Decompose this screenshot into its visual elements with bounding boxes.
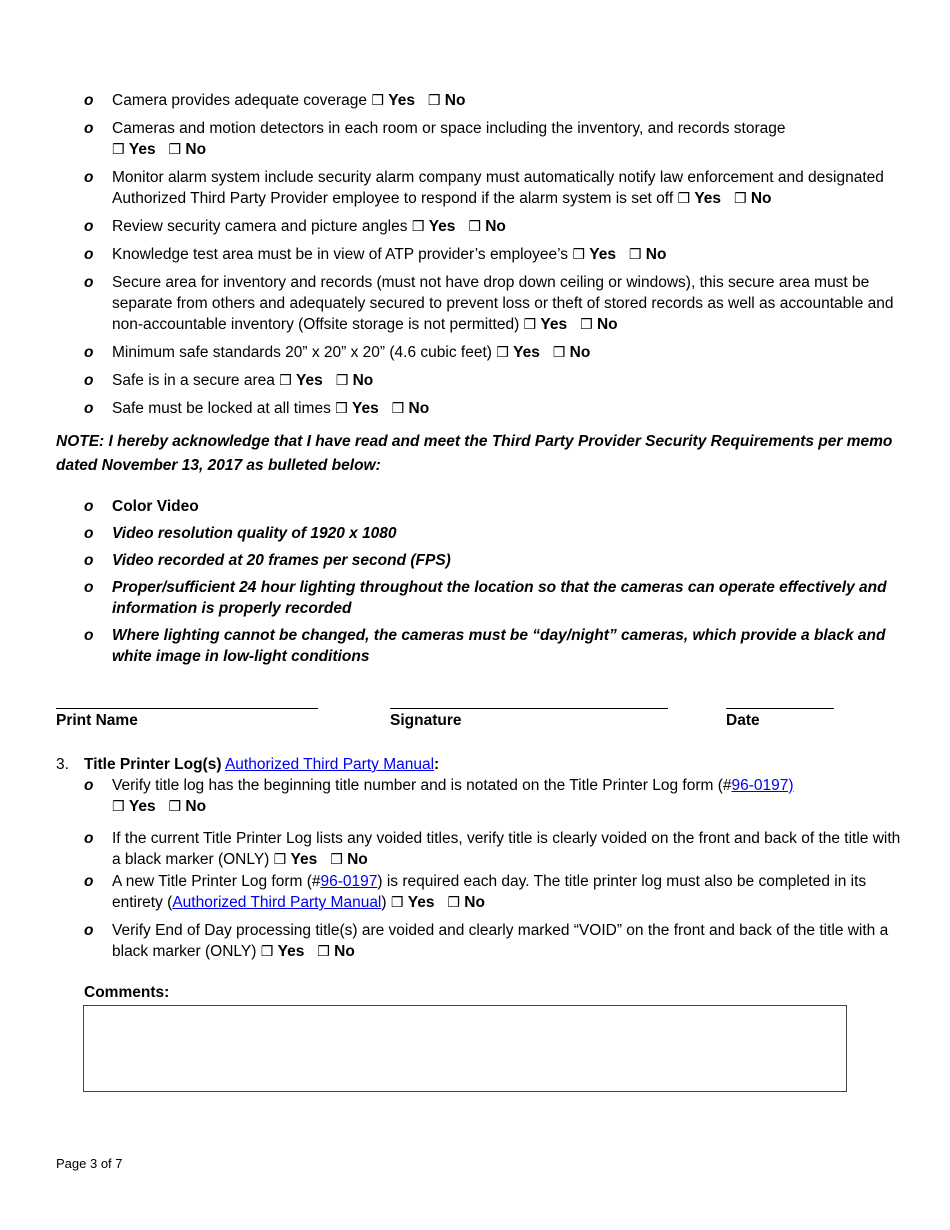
bullet: o <box>84 579 94 596</box>
list-item: o Proper/sufficient 24 hour lighting throughout the location so that the cameras can operate effectively and information is properly recorded <box>84 579 887 617</box>
bullet: o <box>84 344 94 361</box>
checkbox-yes[interactable]: ❒ <box>677 191 691 207</box>
bullet: o <box>84 274 94 291</box>
list-item: o Secure area for inventory and records (must not have drop down ceiling or windows), this secure area must be separate from others and adequately secured to prevent loss or theft of stored records as well as accountable and non-accountable inventory (Offsite storage is not permitted) ❒ Yes ❒ No <box>84 274 894 333</box>
checkbox-no[interactable]: ❒ <box>628 247 642 263</box>
list-item: o Camera provides adequate coverage ❒ Yes ❒ No <box>84 92 466 109</box>
checkbox-no[interactable]: ❒ <box>330 852 343 868</box>
checkbox-no[interactable]: ❒ <box>317 944 330 960</box>
list-item: o Verify End of Day processing title(s) are voided and clearly marked “VOID” on the front and back of the title with a black marker (ONLY) ❒ Yes ❒ No <box>84 922 889 960</box>
bullet: o <box>84 552 94 569</box>
form-link[interactable]: 96-0197 <box>320 873 378 890</box>
list-item: o Video resolution quality of 1920 x 1080 <box>84 525 397 542</box>
bullet: o <box>84 400 94 417</box>
checkbox-yes[interactable]: ❒ <box>523 317 537 333</box>
security-checklist <box>84 90 904 426</box>
bullet: o <box>84 246 94 263</box>
checkbox-no[interactable]: ❒ <box>733 191 747 207</box>
checkbox-yes[interactable]: ❒ <box>572 247 585 263</box>
section-number: 3. <box>56 756 69 773</box>
bullet: o <box>84 92 94 109</box>
checkbox-yes[interactable]: ❒ <box>112 142 125 158</box>
list-item: o Monitor alarm system include security alarm company must automatically notify law enforcement and designated Authorized Third Party Provider employee to respond if the alarm system is set off ❒ Yes ❒ No <box>84 169 884 207</box>
checkbox-no[interactable]: ❒ <box>580 317 593 333</box>
list-item: o Minimum safe standards 20” x 20” x 20” (4.6 cubic feet) ❒ Yes ❒ No <box>84 344 591 361</box>
list-item: o Video recorded at 20 frames per second (FPS) <box>84 552 451 569</box>
checkbox-no[interactable]: ❒ <box>468 219 481 235</box>
checkbox-no[interactable]: ❒ <box>427 93 441 109</box>
signature-label: Signature <box>390 712 462 729</box>
checkbox-no[interactable]: ❒ <box>447 895 460 911</box>
list-item: o Safe is in a secure area ❒ Yes ❒ No <box>84 372 374 389</box>
checkbox-yes[interactable]: ❒ <box>112 799 125 815</box>
bullet: o <box>84 218 94 235</box>
section-title: Title Printer Log(s) Authorized Third Party Manual: <box>84 756 440 773</box>
checkbox-yes[interactable]: ❒ <box>260 944 274 960</box>
date-line[interactable] <box>726 692 834 709</box>
checkbox-yes[interactable]: ❒ <box>496 345 509 361</box>
date-label: Date <box>726 712 760 729</box>
list-item: o A new Title Printer Log form (#96-0197) is required each day. The title printer log must also be completed in its entirety (Authorized Third Party Manual) ❒ Yes ❒ No <box>84 873 867 911</box>
bullet: o <box>84 873 94 890</box>
bullet: o <box>84 627 94 644</box>
list-item: o Verify title log has the beginning title number and is notated on the Title Printer Log form (#96-0197) ❒ Yes ❒ No <box>84 777 794 815</box>
bullet: o <box>84 498 94 515</box>
page-number: Page 3 of 7 <box>56 1156 123 1171</box>
checkbox-yes[interactable]: ❒ <box>273 852 287 868</box>
bullet: o <box>84 777 94 794</box>
bullet: o <box>84 525 94 542</box>
list-item: o Review security camera and picture angles ❒ Yes ❒ No <box>84 218 506 235</box>
bullet: o <box>84 922 94 939</box>
checkbox-no[interactable]: ❒ <box>552 345 566 361</box>
checkbox-no[interactable]: ❒ <box>391 401 405 417</box>
checkbox-yes[interactable]: ❒ <box>279 373 292 389</box>
list-item: o Color Video <box>84 498 199 515</box>
bullet: o <box>84 372 94 389</box>
checkbox-yes[interactable]: ❒ <box>371 93 384 109</box>
signature-line[interactable] <box>390 692 668 709</box>
print-name-label: Print Name <box>56 712 138 729</box>
list-item: o Knowledge test area must be in view of ATP provider’s employee’s ❒ Yes ❒ No <box>84 246 667 263</box>
list-item: o Cameras and motion detectors in each room or space including the inventory, and records storage ❒ Yes ❒ No <box>84 120 786 158</box>
checkbox-no[interactable]: ❒ <box>168 799 182 815</box>
form-link[interactable]: 96-0197) <box>731 777 794 794</box>
bullet: o <box>84 120 94 137</box>
checkbox-no[interactable]: ❒ <box>335 373 349 389</box>
list-item: o Safe must be locked at all times ❒ Yes ❒ No <box>84 400 430 417</box>
comments-field[interactable] <box>83 1005 847 1092</box>
print-name-line[interactable] <box>56 692 318 709</box>
comments-label: Comments: <box>84 984 170 1001</box>
bullet: o <box>84 169 94 186</box>
bullet: o <box>84 830 94 847</box>
title-printer-checklist <box>84 775 904 969</box>
manual-link[interactable]: Authorized Third Party Manual <box>224 756 435 773</box>
requirements-list <box>84 496 904 673</box>
list-item: o Where lighting cannot be changed, the cameras must be “day/night” cameras, which provide a black and white image in low-light conditions <box>84 627 886 665</box>
acknowledgement-note: NOTE: I hereby acknowledge that I have read and meet the Third Party Provider Security Requirements per memo dated November 13, 2017 as bulleted below: <box>56 433 893 474</box>
manual-link[interactable]: Authorized Third Party Manual <box>172 894 382 911</box>
checkbox-yes[interactable]: ❒ <box>390 895 404 911</box>
checkbox-yes[interactable]: ❒ <box>411 219 425 235</box>
checkbox-yes[interactable]: ❒ <box>335 401 348 417</box>
checkbox-no[interactable]: ❒ <box>168 142 182 158</box>
list-item: o If the current Title Printer Log lists any voided titles, verify title is clearly voided on the front and back of the title with a black marker (ONLY) ❒ Yes ❒ No <box>84 830 901 868</box>
